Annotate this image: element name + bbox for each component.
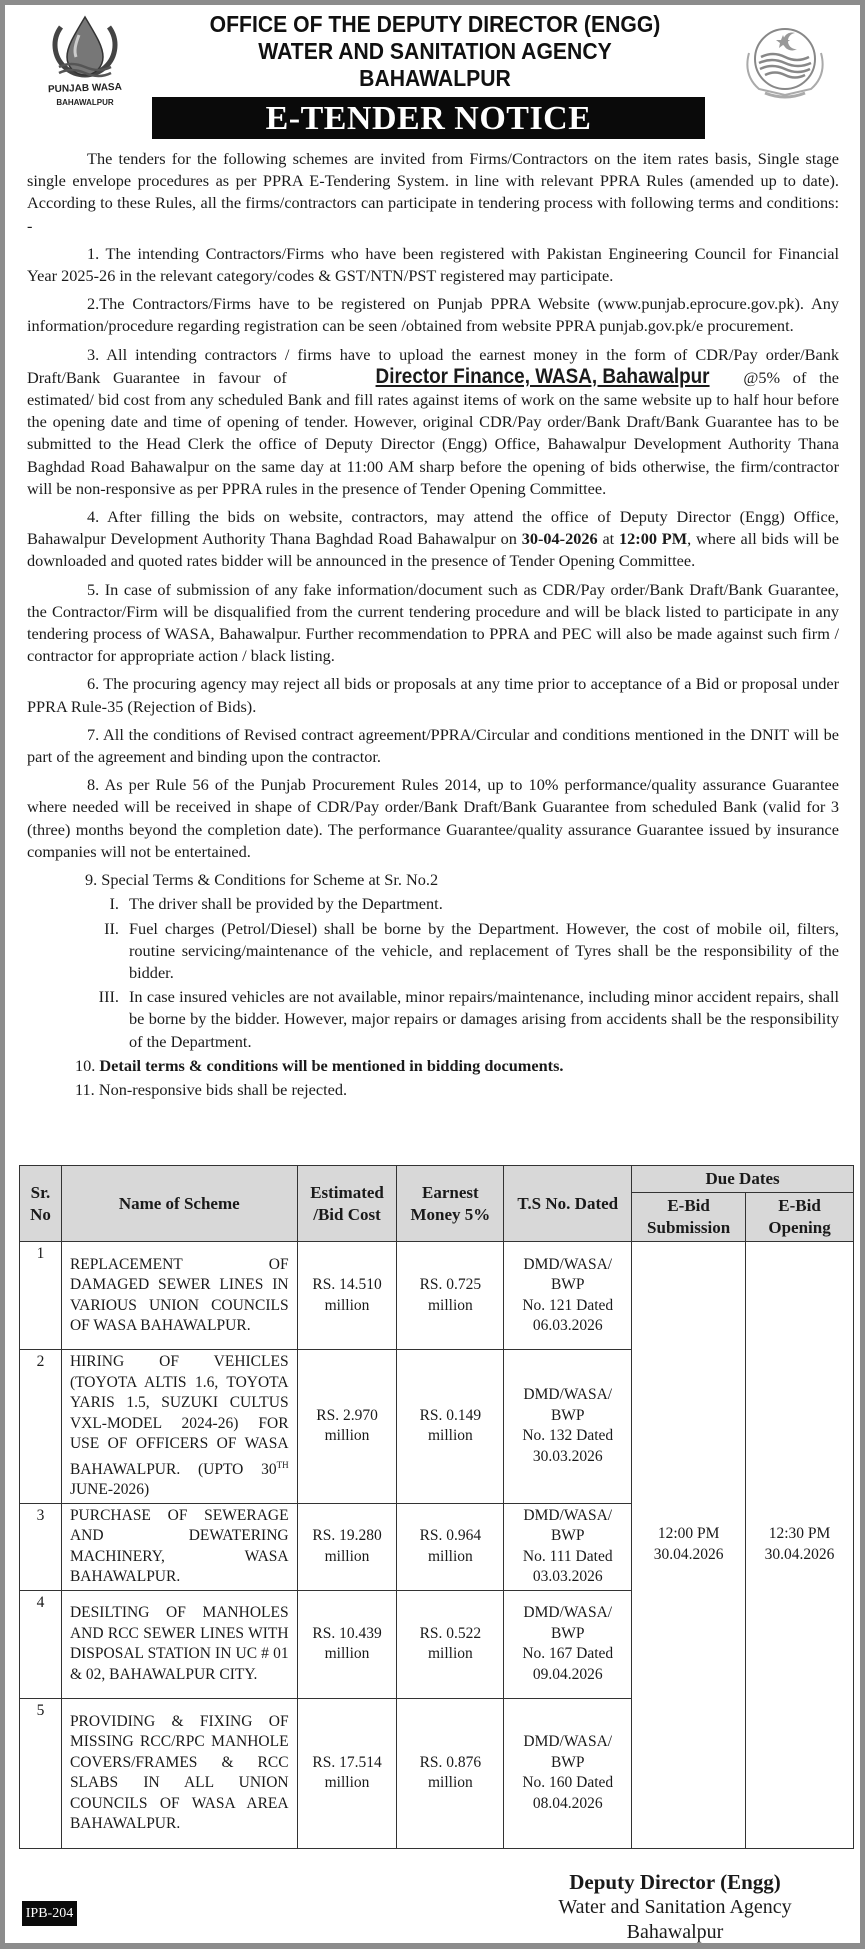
term-2: 2.The Contractors/Firms have to be registered on Punjab PPRA Website (www.punjab.eprocure.gov.pk). Any information/procedure regarding registration can be seen /obtained from website PPRA punjab.gov.pk/e procurement. [27, 294, 839, 336]
term-7: 7. All the conditions of Revised contract agreement/PPRA/Circular and conditions mentioned in the DNIT will be part of the agreement and binding upon the contractor. [27, 724, 839, 767]
term-9-item [27, 918, 839, 985]
term-9-item [27, 986, 839, 1053]
col-header-ebid-opening: E-Bid Opening [746, 1193, 854, 1242]
office-line-1: OFFICE OF THE DEPUTY DIRECTOR (ENGG) [209, 11, 661, 37]
opening-date: 30.04.2026 [764, 1545, 835, 1563]
ts-no-dated [504, 1590, 632, 1698]
intro-paragraph: The tenders for the following schemes are invited from Firms/Contractors on the item rates basis, Single stage single envelope procedures as per PPRA E-Tendering System. in line with relevant PPRA Rules (amended up to date). According to these Rules, all the firms/contractors can participate in tendering process with following terms and conditions: - [27, 149, 839, 235]
cost-value: RS. 19.280 [312, 1527, 382, 1545]
ts-line: BWP [550, 1276, 585, 1293]
signatory-org: Water and Sanitation Agency [558, 1896, 792, 1918]
term-3-text-b: @5% of the estimated/ bid cost from any scheduled Bank and fill rates against items of work on the same website up to half hour before the opening date and time of opening of tender. However, original CDR/Pay order/Bank Draft/Bank Guarantee has to be submitted to the Head Clerk the office of Deputy Director (Engg) Office, Bahawalpur Development Authority Thana Baghdad Road Bahawalpur on the same day at 11:00 AM sharp before the opening of bids otherwise, the firm/contractor will be non-responsive as per PPRA rules in the presence of Tender Opening Committee. [27, 367, 839, 498]
ts-line: 03.03.2026 [532, 1568, 603, 1586]
govt-of-punjab-emblem-icon [735, 23, 835, 103]
ts-line: DMD/WASA/ [523, 1386, 613, 1404]
ts-line: DMD/WASA/ [523, 1604, 613, 1622]
col-header-estimated-cost: Estimated /Bid Cost [297, 1166, 397, 1242]
ts-line: 09.04.2026 [532, 1665, 603, 1683]
cost-value: RS. 2.970 [316, 1406, 378, 1424]
ipb-reference-code: IPB-204 [22, 1901, 77, 1926]
col-header-ebid-submission: E-Bid Submission [632, 1193, 746, 1242]
ts-line: DMD/WASA/ [523, 1506, 613, 1524]
earnest-unit: million [427, 1547, 473, 1565]
col-header-scheme-name: Name of Scheme [61, 1166, 297, 1242]
punjab-wasa-logo-icon [45, 13, 125, 109]
sr-no: 3 [20, 1503, 62, 1590]
estimated-cost [297, 1698, 397, 1848]
signatory-city: Bahawalpur [626, 1921, 724, 1943]
term-6: 6. The procuring agency may reject all bids or proposals at any time prior to acceptance of a Bid or proposal under PPRA Rule-35 (Rejection of Bids). [27, 674, 839, 716]
ts-line: BWP [550, 1406, 585, 1424]
sr-no: 1 [20, 1242, 62, 1350]
ts-line: No. 167 Dated [522, 1645, 614, 1663]
term-11: 11. Non-responsive bids shall be rejected. [75, 1079, 348, 1099]
notice-header [5, 5, 860, 145]
scheme-name-end: JUNE-2026) [69, 1481, 150, 1499]
term-4 [27, 506, 839, 573]
opening-time: 12:30 PM [768, 1525, 831, 1543]
ts-no-dated [504, 1698, 632, 1848]
scheme-name: PROVIDING & FIXING OF MISSING RCC/RPC MANHOLE COVERS/FRAMES & RCC SLABS IN ALL UNION COUNCILS OF WASA AREA BAHAWALPUR. [61, 1698, 297, 1848]
term-9: 9. Special Terms & Conditions for Scheme at Sr. No.2 [85, 870, 439, 890]
ts-line: DMD/WASA/ [523, 1733, 613, 1751]
bid-opening-date: 30-04-2026 [521, 529, 598, 549]
earnest-value: RS. 0.522 [419, 1624, 482, 1642]
sr-no: 2 [20, 1350, 62, 1504]
ordinal-suffix: TH [276, 1459, 289, 1470]
ts-line: No. 121 Dated [522, 1296, 614, 1314]
cost-unit: million [324, 1645, 370, 1663]
sr-no: 4 [20, 1590, 62, 1698]
ebid-submission-datetime [632, 1242, 746, 1849]
ts-line: No. 160 Dated [522, 1774, 614, 1792]
signature-block [525, 1870, 825, 1945]
ts-line: 08.04.2026 [532, 1794, 603, 1812]
term-9-item-text: Fuel charges (Petrol/Diesel) shall be borne by the Department. However, the cost of mobile oil, filters, routine servicing/maintenance of the vehicle, and replacement of Tyres shall be the responsibility of the bidder. [129, 918, 839, 982]
term-9-item-text: The driver shall be provided by the Department. [129, 894, 443, 914]
earnest-value: RS. 0.964 [419, 1527, 482, 1545]
scheme-name-text: HIRING OF VEHICLES (TOYOTA ALTIS 1.6, TOYOTA YARIS 1.5, SUZUKI CULTUS VXL-MODEL 2024-26) FOR USE OF OFFICERS OF WASA BAHAWALPUR. (UPTO 30 [69, 1353, 289, 1478]
earnest-money [397, 1350, 504, 1504]
term-1: 1. The intending Contractors/Firms who have been registered with Pakistan Engineering Council for Financial Year 2025-26 in the relevant category/codes & GST/NTN/PST registered may participate. [27, 243, 839, 286]
office-line-3: BAHAWALPUR [359, 65, 511, 91]
cost-value: RS. 14.510 [312, 1276, 382, 1293]
ts-line: 30.03.2026 [532, 1447, 603, 1465]
earnest-money [397, 1503, 504, 1590]
estimated-cost [297, 1242, 397, 1350]
col-header-sr-no: Sr. No [20, 1166, 62, 1242]
ts-no-dated [504, 1242, 632, 1350]
term-4-text-b: , where all bids will be downloaded and quoted rates bidder will be announced in the presence of Tender Opening Committee. [27, 529, 840, 571]
estimated-cost [297, 1590, 397, 1698]
ts-no-dated [504, 1350, 632, 1504]
term-8: 8. As per Rule 56 of the Punjab Procurement Rules 2014, up to 10% performance/quality assurance Guarantee where needed will be received in shape of CDR/Pay order/Bank Draft/Bank Guarantee from scheduled Bank (valid for 3 (three) months beyond the completion date). The performance Guarantee/quality assurance Guarantee issued by insurance companies will not be entertained. [27, 775, 839, 861]
earnest-unit: million [427, 1645, 473, 1663]
tender-notice-page [5, 5, 860, 1943]
scheme-name: PURCHASE OF SEWERAGE AND DEWATERING MACHINERY, WASA BAHAWALPUR. [61, 1503, 297, 1590]
term-10 [27, 1055, 839, 1077]
submission-date: 30.04.2026 [653, 1545, 724, 1563]
e-tender-notice-banner: E-TENDER NOTICE [152, 97, 705, 139]
ts-line: BWP [550, 1624, 585, 1642]
earnest-money [397, 1242, 504, 1350]
scheme-name: DESILTING OF MANHOLES AND RCC SEWER LINES WITH DISPOSAL STATION IN UC # 01 & 02, BAHAWALPUR CITY. [61, 1590, 297, 1698]
cost-unit: million [324, 1547, 370, 1565]
sr-no: 5 [20, 1698, 62, 1848]
signatory-title: Deputy Director (Engg) [569, 1870, 781, 1894]
ts-line: No. 111 Dated [522, 1547, 613, 1565]
term-3 [27, 344, 839, 500]
col-header-earnest-money: Earnest Money 5% [397, 1166, 504, 1242]
ts-no-dated [504, 1503, 632, 1590]
term-3-text-a: 3. All intending contractors / firms have to upload the earnest money in the form of CDR/Pay order/Bank Draft/Bank Guarantee in favour of [27, 344, 839, 387]
term-9-item [27, 893, 839, 915]
ts-line: BWP [550, 1753, 585, 1771]
ebid-opening-datetime [746, 1242, 854, 1849]
term-4-text-mid: at [597, 529, 619, 549]
earnest-unit: million [427, 1774, 473, 1792]
earnest-money-payee: Director Finance, WASA, Bahawalpur [375, 364, 710, 388]
office-line-2: WATER AND SANITATION AGENCY [258, 38, 612, 64]
cost-unit: million [324, 1774, 370, 1792]
ts-line: 06.03.2026 [532, 1317, 603, 1334]
bid-opening-time: 12:00 PM [619, 529, 688, 549]
earnest-value: RS. 0.725 [419, 1276, 482, 1293]
term-10-text: Detail terms & conditions will be mentioned in bidding documents. [99, 1055, 564, 1075]
estimated-cost [297, 1350, 397, 1504]
cost-value: RS. 10.439 [312, 1624, 382, 1642]
ts-line: BWP [550, 1527, 585, 1545]
ts-line: DMD/WASA/ [523, 1255, 613, 1273]
notice-body [27, 148, 839, 1103]
term-10-num: 10. [75, 1055, 100, 1075]
earnest-money [397, 1590, 504, 1698]
roman-numeral: II. [104, 918, 119, 938]
cost-unit: million [324, 1296, 370, 1314]
earnest-unit: million [427, 1296, 473, 1314]
term-4-text-a: 4. After filling the bids on website, contractors, may attend the office of Deputy Director (Engg) Office, Bahawalpur Development Authority Thana Baghdad Road Bahawalpur on [27, 507, 839, 549]
office-title [159, 11, 711, 92]
earnest-value: RS. 0.876 [419, 1753, 482, 1771]
earnest-money [397, 1698, 504, 1848]
svg-text:PUNJAB WASA: PUNJAB WASA [47, 81, 123, 96]
roman-numeral: III. [98, 987, 119, 1007]
earnest-value: RS. 0.149 [419, 1406, 482, 1424]
svg-text:BAHAWALPUR: BAHAWALPUR [56, 98, 114, 107]
col-header-ts-no: T.S No. Dated [504, 1166, 632, 1242]
cost-value: RS. 17.514 [312, 1753, 382, 1771]
col-header-due-dates: Due Dates [632, 1166, 854, 1193]
roman-numeral: I. [109, 894, 119, 914]
term-5: 5. In case of submission of any fake information/document such as CDR/Pay order/Bank Draft/Bank Guarantee, the Contractor/Firm will be disqualified from the current tendering procedure and will be black listed to participate in any tendering process of WASA, Bahawalpur. Further recommendation to PPRA and PEC will also be made against such firm / contractor for appropriate action / black listing. [27, 579, 839, 666]
scheme-name [61, 1350, 297, 1504]
estimated-cost [297, 1503, 397, 1590]
earnest-unit: million [427, 1427, 473, 1445]
ts-line: No. 132 Dated [522, 1427, 614, 1445]
cost-unit: million [324, 1427, 370, 1445]
tender-schemes-table [19, 1165, 854, 1849]
table-row [20, 1242, 854, 1350]
scheme-name: REPLACEMENT OF DAMAGED SEWER LINES IN VARIOUS UNION COUNCILS OF WASA BAHAWALPUR. [61, 1242, 297, 1350]
submission-time: 12:00 PM [657, 1525, 720, 1543]
term-9-item-text: In case insured vehicles are not available, minor repairs/maintenance, including minor accident repairs, shall be borne by the bidder. However, major repairs or damages arising from accidents shall be the responsibility of the Department. [129, 987, 839, 1051]
